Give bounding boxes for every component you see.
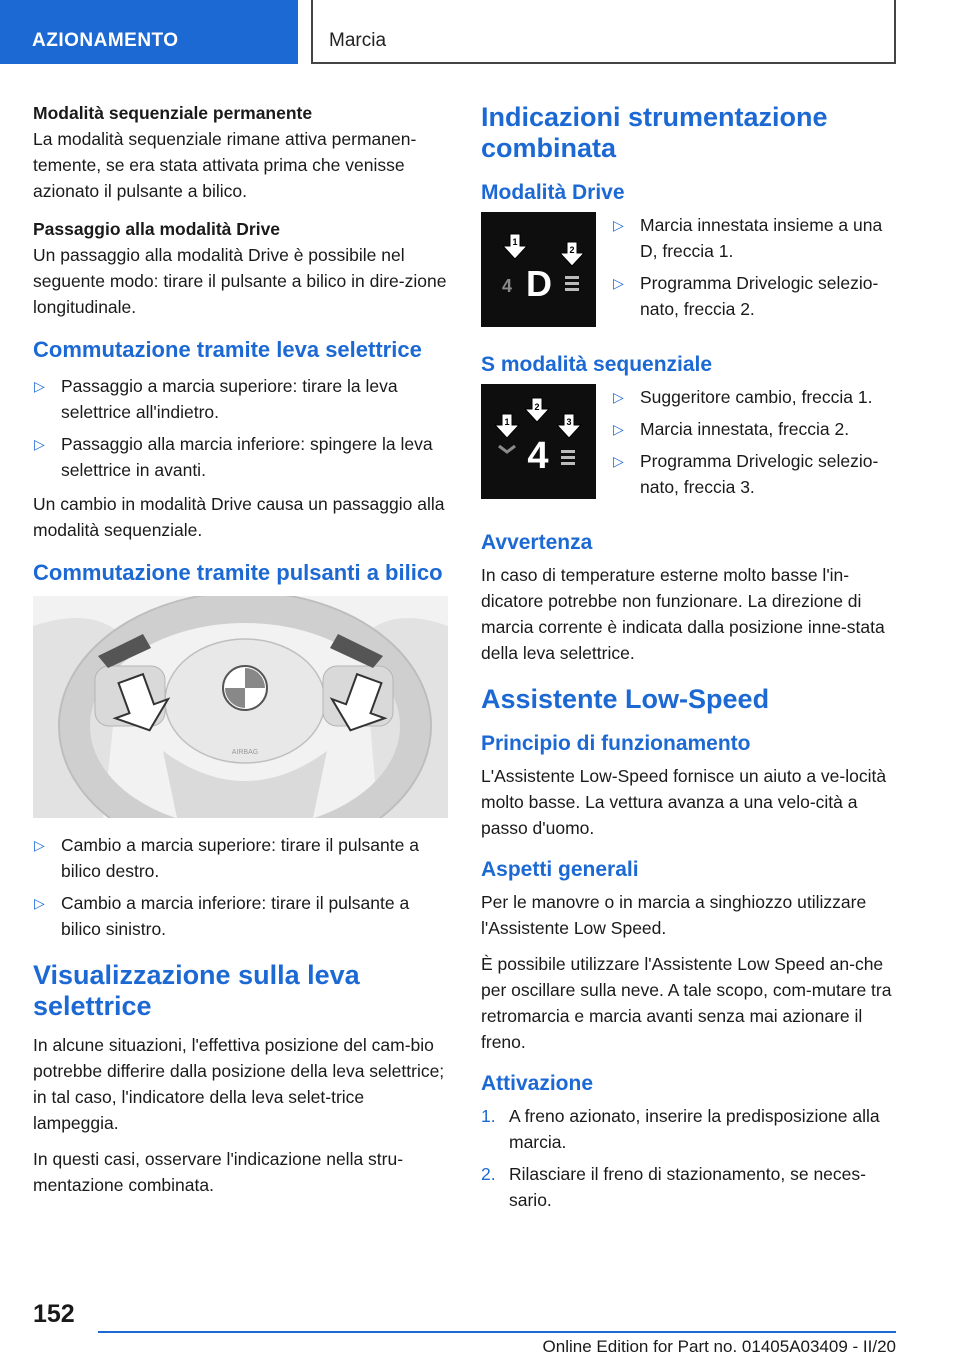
- triangle-bullet-icon: ▷: [613, 421, 624, 437]
- heading-general-aspects: Aspetti generali: [481, 858, 639, 881]
- paragraph: Per le manovre o in marcia a singhiozzo utilizzare l'Assistente Low Speed.: [481, 892, 867, 938]
- triangle-bullet-icon: ▷: [34, 895, 45, 911]
- drive-mode-display-image: [481, 212, 596, 327]
- list-item: ▷ Passaggio alla marcia inferiore: spingere la leva selettrice in avanti.: [33, 431, 448, 483]
- triangle-bullet-icon: ▷: [34, 378, 45, 394]
- triangle-bullet-icon: ▷: [34, 436, 45, 452]
- triangle-bullet-icon: ▷: [613, 453, 624, 469]
- bullet-list: [612, 212, 896, 328]
- bullet-list: [33, 832, 448, 942]
- heading-sequential-mode: S modalità sequenziale: [481, 353, 713, 376]
- list-item: 2. Rilasciare il freno di stazionamento, se neces-sario.: [481, 1164, 866, 1210]
- triangle-bullet-icon: ▷: [613, 389, 624, 405]
- list-item: ▷ Marcia innestata, freccia 2.: [612, 416, 896, 442]
- paragraph: In questi casi, osservare l'indicazione nella stru-mentazione combinata.: [33, 1149, 404, 1195]
- list-item: 1. A freno azionato, inserire la predisposizione alla marcia.: [481, 1106, 880, 1152]
- edition-note: Online Edition for Part no. 01405A03409 - II/20: [542, 1337, 896, 1356]
- triangle-bullet-icon: ▷: [613, 275, 624, 291]
- subheading-switch-to-drive: Passaggio alla modalità Drive: [33, 219, 281, 239]
- paragraph: Un cambio in modalità Drive causa un passaggio alla modalità sequenziale.: [33, 494, 445, 540]
- paragraph: L'Assistente Low-Speed fornisce un aiuto a ve-locità molto basse. La vettura avanza a una velo-cità a passo d'uomo.: [481, 766, 887, 838]
- left-column: [33, 100, 448, 1208]
- svg-text:1: 1: [512, 237, 518, 247]
- list-item: ▷ Programma Drivelogic selezio-nato, freccia 2.: [612, 270, 896, 322]
- page-number: 152: [33, 1300, 75, 1328]
- subheading-permanent-sequential: Modalità sequenziale permanente: [33, 103, 313, 123]
- svg-text:4: 4: [501, 276, 513, 296]
- paragraph: In caso di temperature esterne molto basse l'in-dicatore potrebbe non funzionare. La direzione di marcia corrente è indicata dalla posizione inne-stata della leva selettrice.: [481, 565, 885, 663]
- heading-drive-mode: Modalità Drive: [481, 181, 625, 204]
- bullet-list: [33, 373, 448, 483]
- list-item: ▷ Cambio a marcia superiore: tirare il pulsante a bilico destro.: [33, 832, 448, 884]
- paragraph: La modalità sequenziale rimane attiva permanen-temente, se era stata attivata prima che venisse azionato il pulsante a bilico.: [33, 129, 417, 201]
- numbered-list: [481, 1103, 896, 1213]
- heading-paddles: Commutazione tramite pulsanti a bilico: [33, 560, 443, 585]
- svg-text:4: 4: [527, 435, 549, 477]
- sequential-mode-display-image: [481, 384, 596, 499]
- sequential-mode-block: [481, 384, 896, 514]
- heading-instrument-cluster: Indicazioni strumentazione combinata: [481, 102, 828, 163]
- heading-lever-display: Visualizzazione sulla leva selettrice: [33, 960, 360, 1021]
- triangle-bullet-icon: ▷: [613, 217, 624, 233]
- heading-selector-lever: Commutazione tramite leva selettrice: [33, 337, 422, 362]
- heading-activation: Attivazione: [481, 1072, 594, 1095]
- right-column: [481, 100, 896, 1219]
- drive-mode-block: [481, 212, 896, 336]
- svg-text:2: 2: [534, 402, 540, 412]
- heading-warning: Avvertenza: [481, 531, 593, 554]
- steering-wheel-illustration: [33, 596, 448, 818]
- section-tab: AZIONAMENTO: [0, 0, 298, 64]
- list-item: ▷ Cambio a marcia inferiore: tirare il pulsante a bilico sinistro.: [33, 890, 448, 942]
- paragraph: È possibile utilizzare l'Assistente Low Speed an-che per oscillare sulla neve. A tale scopo, com-mutare tra retromarcia e marcia avanti senza mai azionare il freno.: [481, 954, 892, 1052]
- paragraph: Un passaggio alla modalità Drive è possibile nel seguente modo: tirare il pulsante a bilico in dire-zione longitudinale.: [33, 245, 447, 317]
- list-item: ▷ Passaggio a marcia superiore: tirare la leva selettrice all'indietro.: [33, 373, 448, 425]
- bullet-list: [612, 384, 896, 506]
- list-item: ▷ Programma Drivelogic selezio-nato, freccia 3.: [612, 448, 896, 500]
- triangle-bullet-icon: ▷: [34, 837, 45, 853]
- paragraph: In alcune situazioni, l'effettiva posizione del cam-bio potrebbe differire dalla posizione della leva selettrice; in tal caso, l'indicatore della leva selet-trice lampeggia.: [33, 1035, 445, 1133]
- svg-text:D: D: [526, 263, 552, 304]
- svg-text:2: 2: [569, 245, 575, 255]
- list-item: ▷ Marcia innestata insieme a una D, freccia 1.: [612, 212, 896, 264]
- page-title: Marcia: [311, 0, 896, 64]
- footer-divider: [98, 1331, 896, 1333]
- list-item: ▷ Suggeritore cambio, freccia 1.: [612, 384, 896, 410]
- svg-text:3: 3: [566, 417, 572, 427]
- airbag-label: AIRBAG: [231, 749, 259, 756]
- heading-principle: Principio di funzionamento: [481, 732, 751, 755]
- svg-text:1: 1: [504, 417, 510, 427]
- heading-low-speed-assistant: Assistente Low-Speed: [481, 684, 770, 714]
